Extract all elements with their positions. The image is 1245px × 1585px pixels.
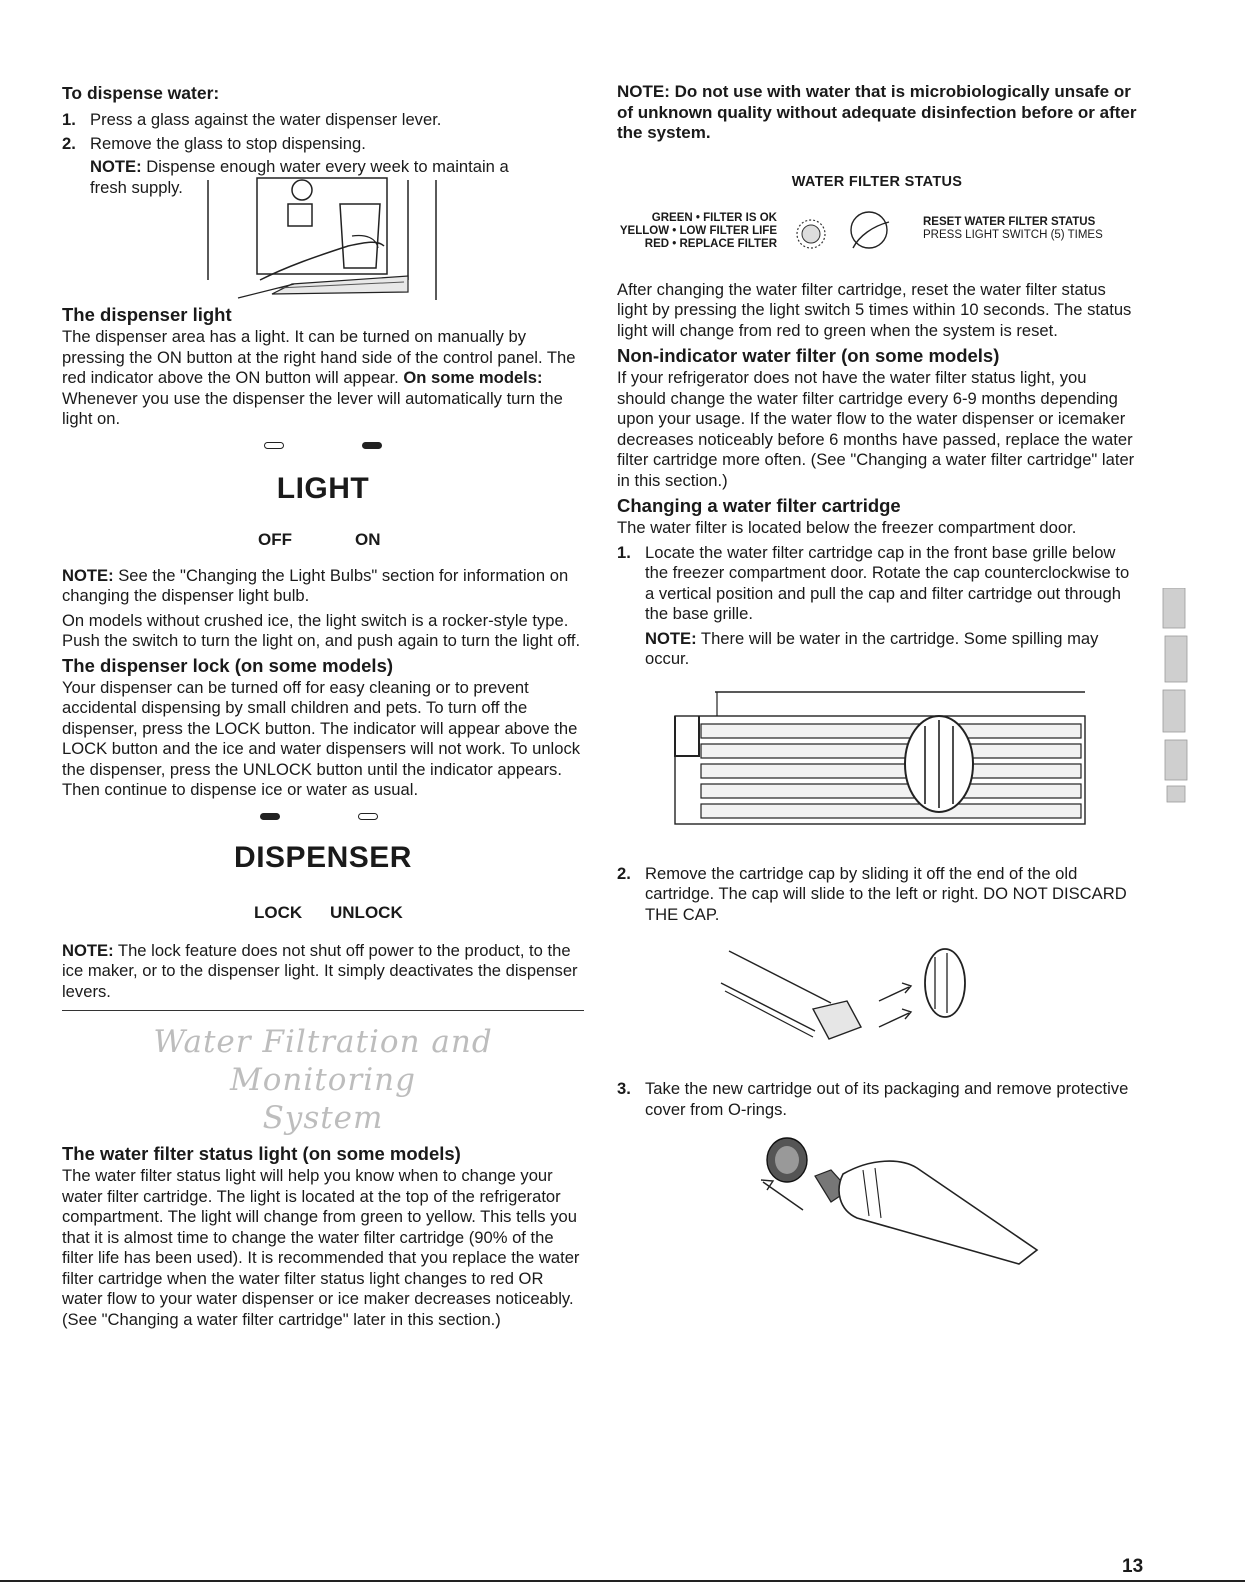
rocker-paragraph: On models without crushed ice, the light switch is a rocker-style type. Push the switch to turn the light on, and push again to turn the light off. <box>62 610 581 650</box>
note-label: NOTE: <box>90 157 142 176</box>
reset-sub: PRESS LIGHT SWITCH (5) TIMES <box>923 228 1103 241</box>
lock-label: LOCK <box>254 902 303 922</box>
filtration-title-line2: System <box>262 1100 384 1136</box>
lock-panel-labels <box>62 903 584 927</box>
unlock-indicator-icon <box>358 813 378 820</box>
list-item <box>617 864 1137 926</box>
step-text: Press a glass against the water dispenser lever. <box>90 110 442 129</box>
edge-tab-marks <box>1155 588 1193 806</box>
note-text: See the "Changing the Light Bulbs" section for information on changing the dispenser light bulb. <box>62 565 569 605</box>
filtration-title <box>62 1023 584 1137</box>
status-panel <box>617 208 1137 264</box>
page-number: 13 <box>1122 1556 1144 1577</box>
note-text: There will be water in the cartridge. Some spilling may occur. <box>645 628 1099 668</box>
step1-note <box>617 629 1137 670</box>
status-yellow: YELLOW • LOW FILTER LIFE <box>619 224 777 237</box>
light-panel-title: LIGHT <box>276 471 370 505</box>
lock-paragraph: Your dispenser can be turned off for easy cleaning or to prevent accidental dispensing by small children and pets. To turn off the dispenser, press the LOCK button. The indicator will appear above the LOCK button and the ice and water dispensers will not work. To unlock the dispenser, press the UNLOCK button until the indicator appears. Then continue to dispense ice or water as usual. <box>62 677 581 799</box>
step-number: 1. <box>617 542 631 562</box>
on-indicator-icon <box>362 442 382 449</box>
light-indicators <box>62 430 584 470</box>
status-light-heading: The water filter status light (on some models) <box>62 1143 461 1164</box>
note-text: Dispense enough water every week to maintain a fresh supply. <box>90 157 509 197</box>
dispenser-illustration <box>62 176 584 300</box>
light-note <box>62 566 584 607</box>
note-label: NOTE: <box>62 940 114 960</box>
list-item <box>617 543 1137 625</box>
lock-indicators <box>62 801 584 837</box>
status-green: GREEN • FILTER IS OK <box>651 211 777 224</box>
light-panel-labels <box>62 530 584 554</box>
off-label: OFF <box>258 529 292 549</box>
unlock-label: UNLOCK <box>330 902 403 922</box>
lock-panel-title: DISPENSER <box>234 840 412 874</box>
changing-steps-2 <box>617 864 1137 926</box>
dispense-heading: To dispense water: <box>62 83 220 103</box>
cartridge-cap-icon <box>617 931 1137 1061</box>
changing-steps-3 <box>617 1079 1137 1120</box>
section-divider <box>62 1010 584 1011</box>
new-cartridge-illustration <box>617 1130 1137 1290</box>
list-item <box>62 134 584 155</box>
light-heading: The dispenser light <box>62 304 232 325</box>
step-text: Remove the cartridge cap by sliding it off the end of the old cartridge. The cap will slide to the left or right. DO NOT DISCARD THE CAP. <box>645 863 1127 924</box>
light-para-text: The dispenser area has a light. It can be turned on manually by pressing the ON button at the right hand side of the control panel. The red indicator above the ON button will appear. <box>62 327 576 387</box>
changing-heading: Changing a water filter cartridge <box>617 495 901 516</box>
light-para-bold: On some models: <box>403 368 543 387</box>
step-text: Take the new cartridge out of its packaging and remove protective cover from O-rings. <box>645 1079 1129 1119</box>
reset-paragraph: After changing the water filter cartridge, reset the water filter status light by pressing the light switch 5 times within 10 seconds. The status light will change from red to green when the system is reset. <box>617 279 1132 340</box>
filtration-title-line1: Water Filtration and Monitoring <box>153 1024 493 1098</box>
note-label: NOTE: <box>645 628 697 648</box>
nonindicator-paragraph: If your refrigerator does not have the water filter status light, you should change the water filter cartridge every 6-9 months depending upon your usage. If the water flow to the water dispenser or icemaker decreases noticeably before 6 months have passed, replace the water filter cartridge more often. (See "Changing a water filter cartridge" later in this section.) <box>617 368 1135 490</box>
grille-illustration <box>617 686 1137 856</box>
reset-title: RESET WATER FILTER STATUS <box>923 215 1096 228</box>
off-indicator-icon <box>264 442 284 449</box>
left-column <box>62 82 584 1330</box>
new-cartridge-icon <box>617 1130 1137 1290</box>
status-light-icon <box>789 208 929 264</box>
light-paragraph <box>62 327 584 430</box>
list-item <box>617 1079 1137 1120</box>
dispense-steps <box>62 110 584 154</box>
status-lines <box>617 212 777 251</box>
status-title: WATER FILTER STATUS <box>791 173 963 190</box>
on-label: ON <box>355 529 381 549</box>
step-text: Locate the water filter cartridge cap in the front base grille below the freezer compartment door. Rotate the cap counterclockwise to a vertical position and pull the cap and filter cartridge out through the base grille. <box>645 542 1130 623</box>
step-number: 2. <box>62 133 76 153</box>
lock-indicator-icon <box>260 813 280 820</box>
step-number: 1. <box>62 110 76 129</box>
list-item <box>62 110 584 131</box>
step-text: Remove the glass to stop dispensing. <box>90 133 366 153</box>
safety-note: NOTE: Do not use with water that is microbiologically unsafe or of unknown quality without adequate disinfection before or after the system. <box>617 82 1137 142</box>
note-label: NOTE: <box>62 565 114 585</box>
note-text: The lock feature does not shut off power to the product, to the ice maker, or to the dispenser light. It simply deactivates the dispenser levers. <box>62 940 578 1001</box>
status-red: RED • REPLACE FILTER <box>644 237 777 250</box>
edge-tab-icon <box>1155 588 1193 806</box>
glass-dispenser-icon <box>62 176 584 300</box>
lock-note <box>62 941 584 1003</box>
light-para-tail: Whenever you use the dispenser the lever will automatically turn the light on. <box>62 388 563 428</box>
step-number: 3. <box>617 1079 631 1098</box>
reset-instructions <box>923 216 1143 242</box>
step-number: 2. <box>617 863 631 883</box>
bottom-rule <box>0 1580 1245 1582</box>
changing-intro: The water filter is located below the freezer compartment door. <box>617 518 1077 537</box>
status-light-paragraph: The water filter status light will help you know when to change your water filter cartridge. The light is located at the top of the refrigerator compartment. The light will change from green to yellow. This tells you that it is almost time to change the water filter cartridge (90% of the filter life has been used). It is recommended that you replace the water filter cartridge when the water filter status light changes to red OR water flow to your water dispenser or ice maker decreases noticeably. (See "Changing a water filter cartridge" later in this section.) <box>62 1166 580 1329</box>
cap-illustration <box>617 931 1137 1061</box>
right-column <box>617 82 1137 1290</box>
base-grille-icon <box>617 686 1137 856</box>
changing-steps-1 <box>617 543 1137 625</box>
lock-heading: The dispenser lock (on some models) <box>62 654 394 676</box>
nonindicator-heading: Non-indicator water filter (on some models) <box>617 345 1000 366</box>
